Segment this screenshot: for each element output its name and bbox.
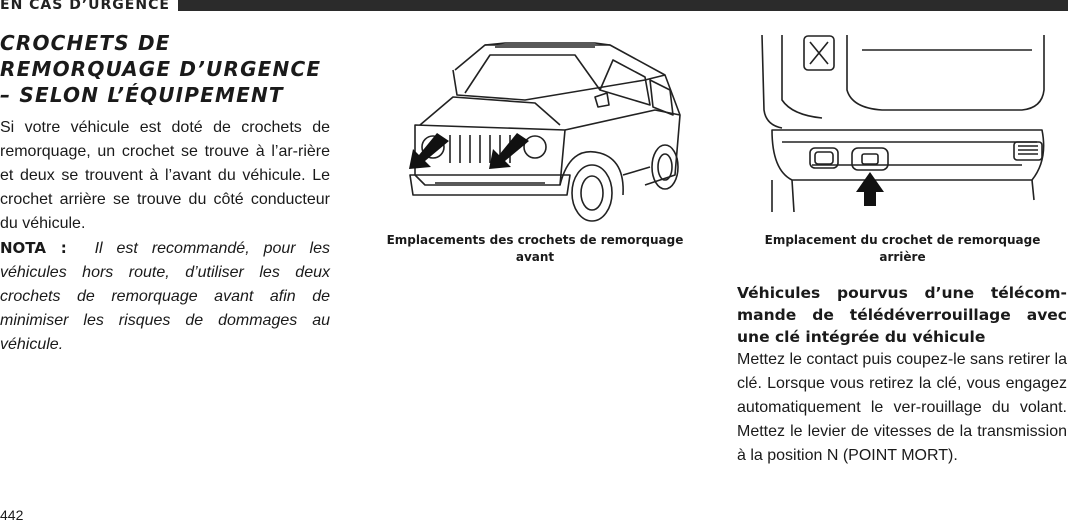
page-header [0,0,1068,13]
front-towhooks-figure [395,35,695,225]
section-title: CROCHETS DE REMORQUAGE D’URGENCE – SELON L’ÉQUIPEMENT [0,31,322,107]
rear-figure-caption: Emplacement du crochet de remorquage arrière [764,233,1041,264]
front-vehicle-illustration [395,35,695,225]
rear-vehicle-illustration [752,30,1052,212]
page-number: 442 [0,507,24,523]
key-fob-subheading: Véhicules pourvus d’une télécom-mande de télédéverrouillage avec une clé intégrée du véhicule [737,284,1067,346]
note-text: Il est recommandé, pour les véhicules hors route, d’utiliser les deux crochets de remorquage avant afin de minimiser les risques de dommages au véhicule. [0,240,331,353]
section-label: EN CAS D’URGENCE [0,0,178,13]
note-label: NOTA : [0,239,67,257]
key-fob-paragraph: Mettez le contact puis coupez-le sans retirer la clé. Lorsque vous retirez la clé, vous engagez automatiquement le ver-rouillage du volant. Mettez le levier de vitesses de la transmission à la position N (POINT MORT). [737,351,1067,464]
rear-towhook-figure [752,30,1052,212]
header-bar [178,0,1068,11]
note-paragraph [0,236,330,357]
intro-paragraph: Si votre véhicule est doté de crochets de remorquage, un crochet se trouve à l’ar-rière et deux se trouvent à l’avant du véhicule. Le crochet arrière se trouve du côté conducteur du véhicule. [0,119,330,232]
front-figure-caption: Emplacements des crochets de remorquage avant [386,233,684,264]
